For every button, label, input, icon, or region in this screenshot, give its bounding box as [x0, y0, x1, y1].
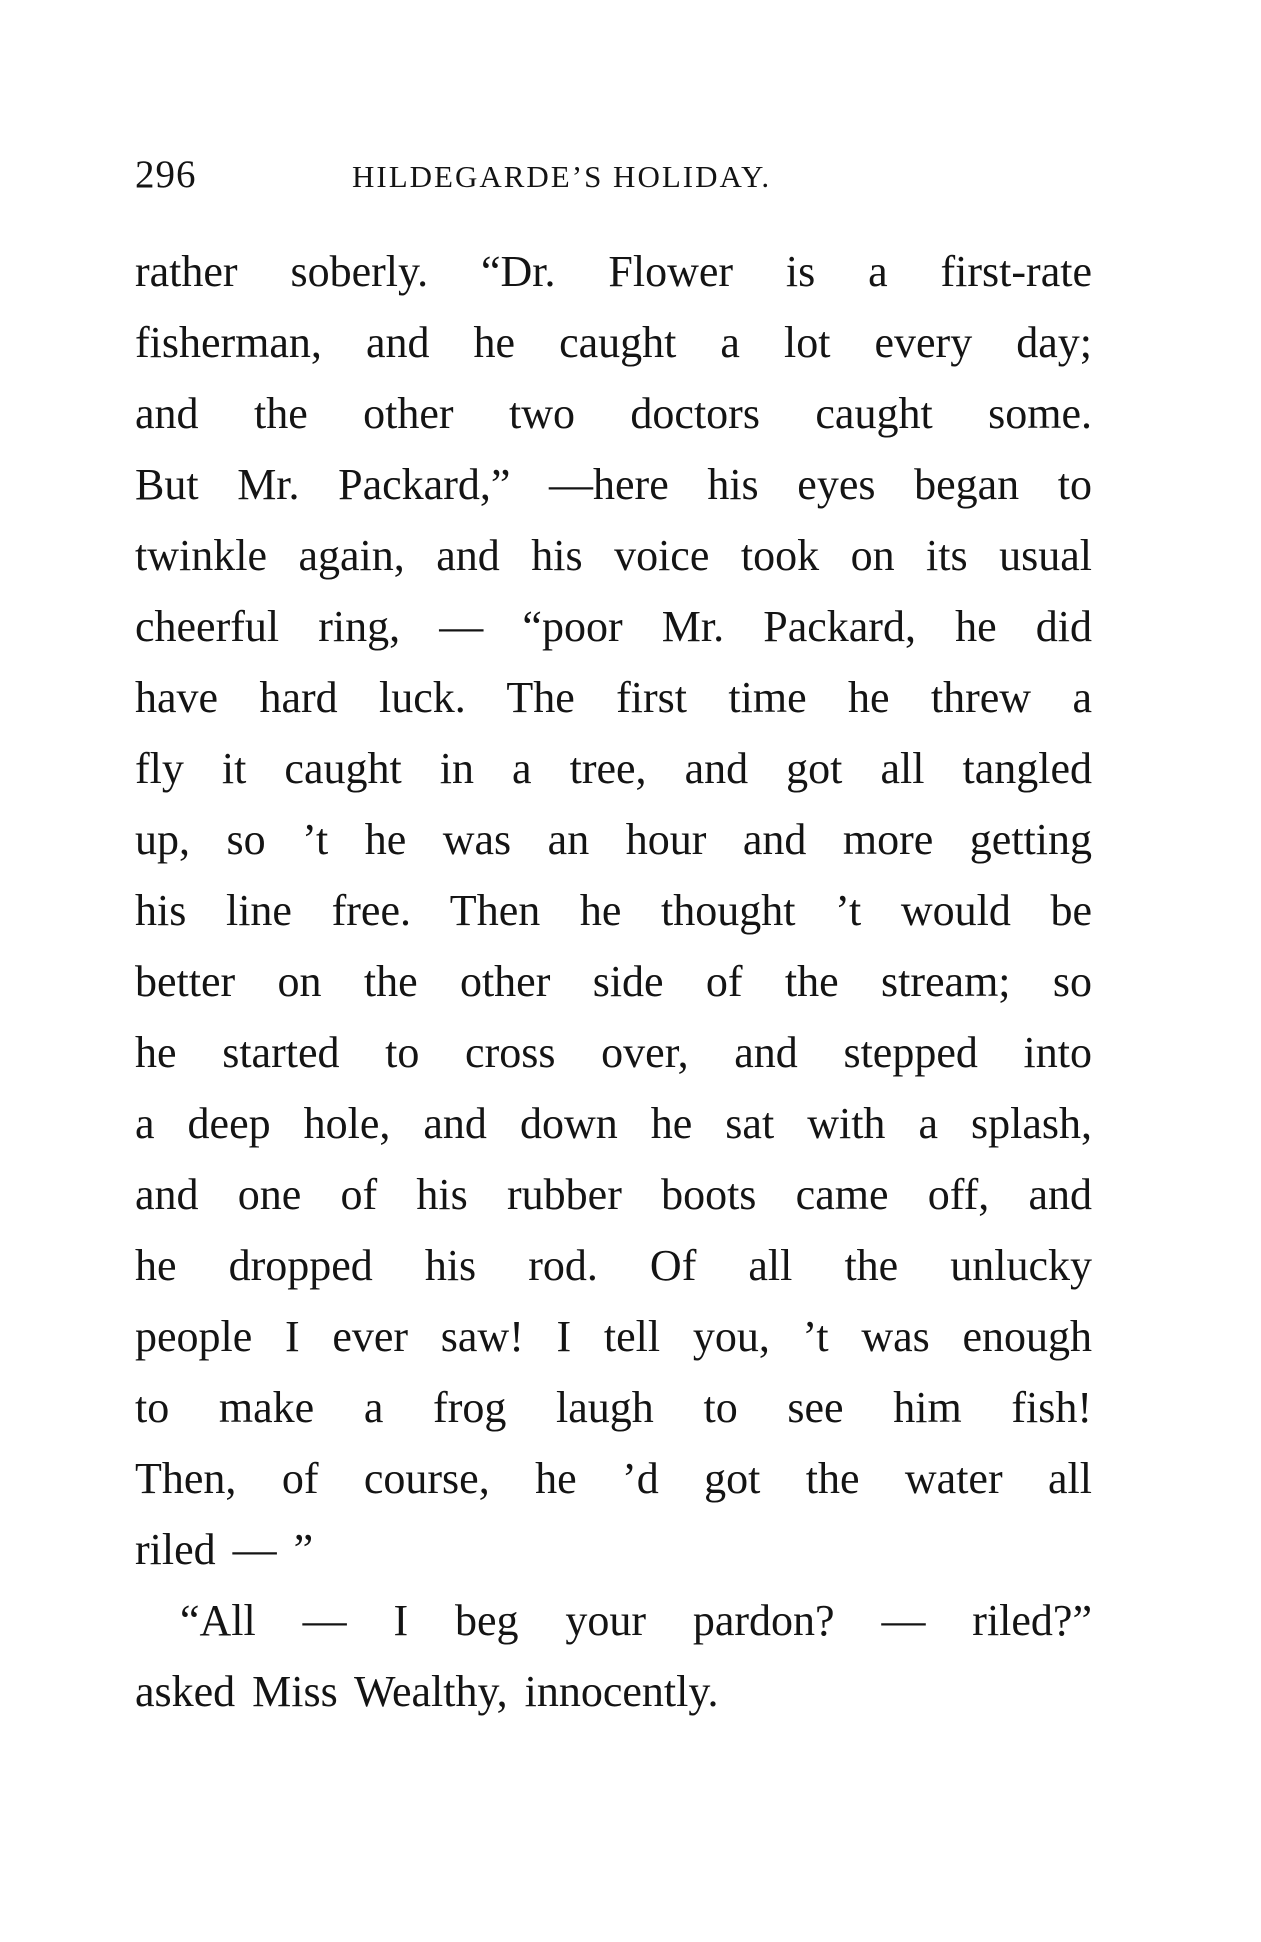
- text-line: fisherman, and he caught a lot every day;: [135, 318, 1092, 367]
- text-line: asked Miss Wealthy, innocently.: [135, 1667, 719, 1716]
- text-line: he dropped his rod. Of all the unlucky: [135, 1241, 1092, 1290]
- text-line: riled — ”: [135, 1525, 314, 1574]
- running-head: [135, 150, 1095, 200]
- text-line: a deep hole, and down he sat with a splash,: [135, 1099, 1092, 1148]
- text-line: up, so ’t he was an hour and more getting: [135, 815, 1092, 864]
- text-line: rather soberly. “Dr. Flower is a first-rate: [135, 247, 1092, 296]
- text-line: people I ever saw! I tell you, ’t was enough: [135, 1312, 1092, 1361]
- paragraph: [135, 236, 1092, 1585]
- text-line: to make a frog laugh to see him fish!: [135, 1383, 1092, 1432]
- text-line: cheerful ring, — “poor Mr. Packard, he did: [135, 602, 1092, 651]
- text-line: his line free. Then he thought ’t would be: [135, 886, 1092, 935]
- text-line: “All — I beg your pardon? — riled?”: [180, 1596, 1092, 1645]
- paragraph: [135, 1585, 1092, 1727]
- text-line: twinkle again, and his voice took on its usual: [135, 531, 1092, 580]
- text-line: and the other two doctors caught some.: [135, 389, 1092, 438]
- text-line: he started to cross over, and stepped into: [135, 1028, 1092, 1077]
- text-line: have hard luck. The first time he threw a: [135, 673, 1092, 722]
- running-title: HILDEGARDE’S HOLIDAY.: [352, 159, 772, 194]
- text-line: Then, of course, he ’d got the water all: [135, 1454, 1092, 1503]
- page-number: 296: [135, 153, 197, 196]
- body-text: [135, 236, 1092, 1727]
- text-line: and one of his rubber boots came off, and: [135, 1170, 1092, 1219]
- text-line: But Mr. Packard,” —here his eyes began to: [135, 460, 1092, 509]
- text-line: better on the other side of the stream; so: [135, 957, 1092, 1006]
- text-line: fly it caught in a tree, and got all tangled: [135, 744, 1092, 793]
